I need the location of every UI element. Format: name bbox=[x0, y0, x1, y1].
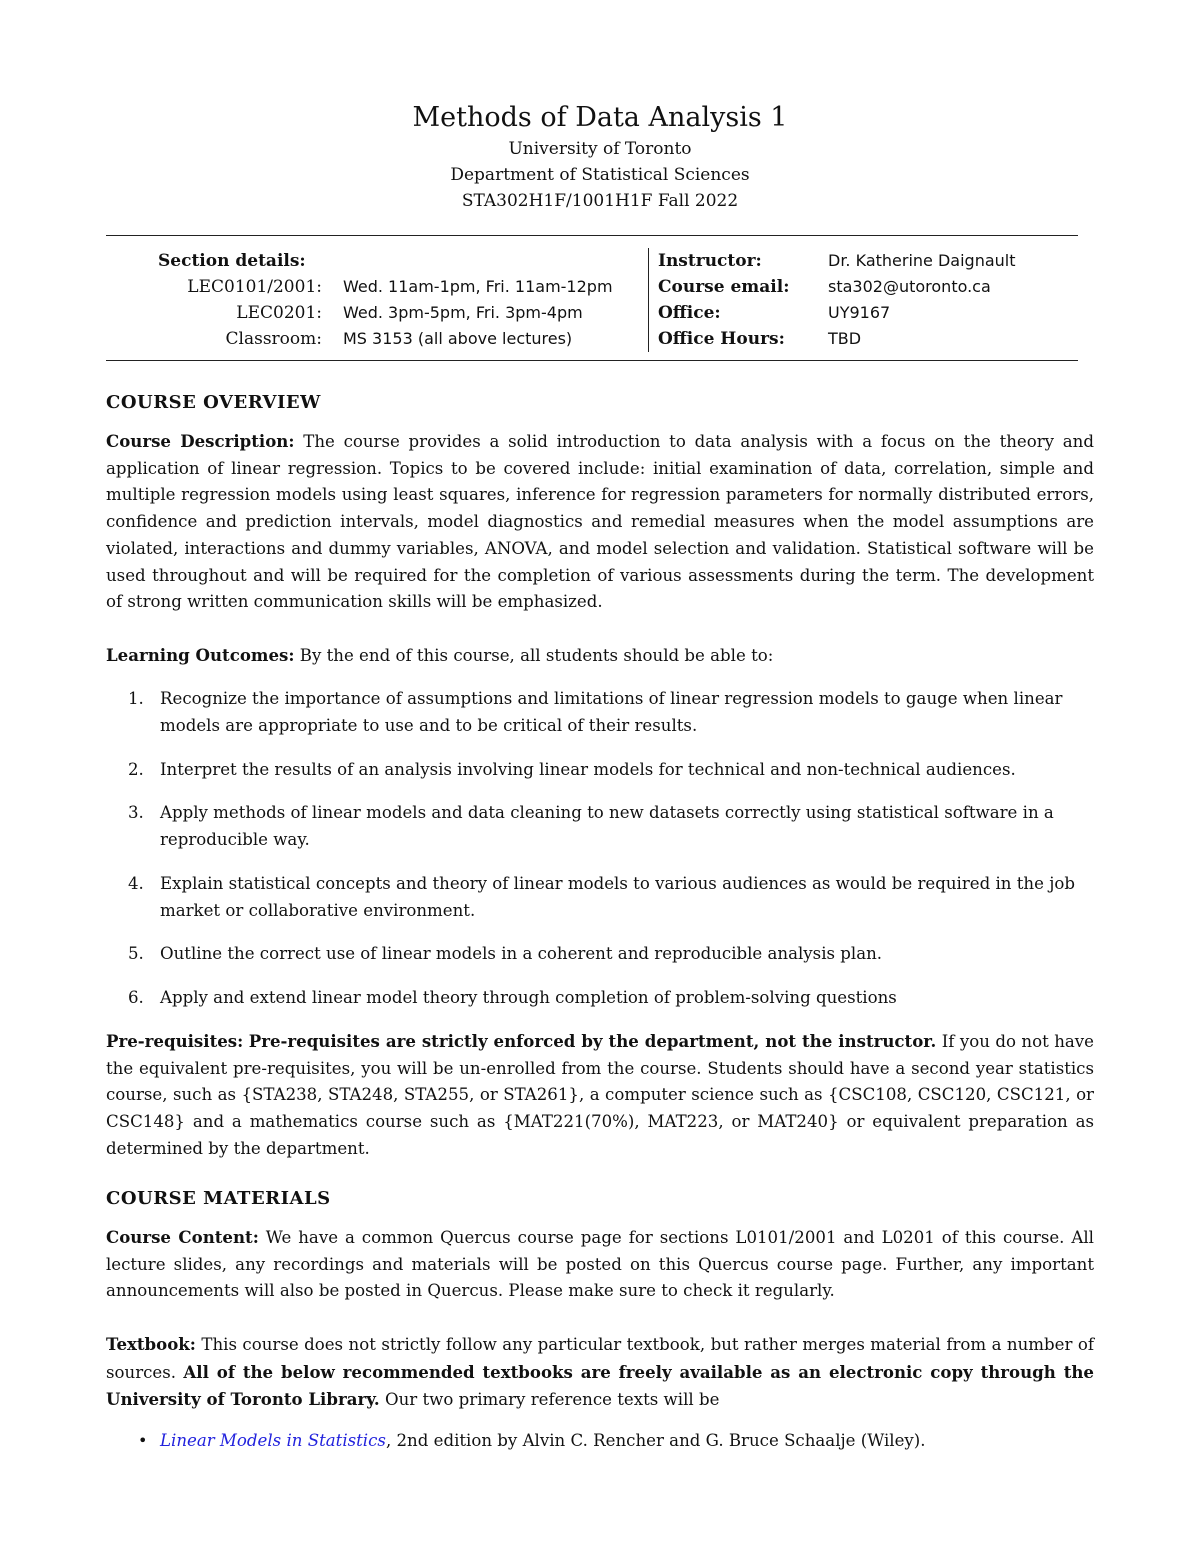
divider-top bbox=[106, 235, 1078, 236]
office-hours-label: Office Hours: bbox=[658, 329, 785, 349]
learning-outcomes-label: Learning Outcomes: bbox=[106, 645, 295, 665]
course-description-text: The course provides a solid introduction to data analysis with a focus on the theory and application of linear regression. Topics to be covered include: initial examination of data, correlation, simple and multiple regression models using least squares, inference for regression parameters for normally distributed errors, confidence and prediction intervals, model diagnostics and remedial measures when the model assumptions are violated, interactions and dummy variables, ANOVA, and model selection and validation. Statistical software will be used throughout and will be required for the completion of various assessments during the term. The development of strong written communication skills will be emphasized. bbox=[106, 432, 1094, 612]
outcome-item: Apply and extend linear model theory through completion of problem-solving questions bbox=[160, 988, 897, 1007]
course-content-label: Course Content: bbox=[106, 1227, 259, 1247]
textbook-after: Our two primary reference texts will be bbox=[385, 1390, 720, 1410]
book-details: , 2nd edition by Alvin C. Rencher and G. Bruce Schaalje (Wiley). bbox=[385, 1431, 926, 1450]
office-value: UY9167 bbox=[828, 303, 891, 322]
textbook-label: Textbook: bbox=[106, 1334, 196, 1354]
overview-heading: COURSE OVERVIEW bbox=[106, 392, 321, 413]
prerequisites bbox=[106, 1028, 1094, 1163]
instructor-value: Dr. Katherine Daignault bbox=[828, 251, 1016, 270]
classroom-value: MS 3153 (all above lectures) bbox=[343, 329, 573, 348]
course-content-text: We have a common Quercus course page for sections L0101/2001 and L0201 of this course. All lecture slides, any recordings and materials will be posted on this Quercus course page. Further, any important announcements will also be posted in Quercus. Please make sure to check it regularly. bbox=[106, 1228, 1094, 1301]
office-hours-value: TBD bbox=[828, 329, 862, 348]
section-time: Wed. 11am-1pm, Fri. 11am-12pm bbox=[343, 277, 613, 296]
textbook-emphasis: All of the below recommended textbooks are freely available as an electronic copy through the University of Toronto Library. bbox=[106, 1361, 1094, 1410]
info-divider bbox=[648, 248, 649, 352]
university-name: University of Toronto bbox=[508, 139, 692, 159]
prerequisites-emphasis: Pre-requisites are strictly enforced by the department, not the instructor. bbox=[248, 1031, 937, 1051]
list-item bbox=[160, 1428, 1094, 1455]
page-title: Methods of Data Analysis 1 bbox=[412, 102, 788, 133]
outcome-item: Recognize the importance of assumptions and limitations of linear regression models to gauge when linear models are appropriate to use and to be critical of their results. bbox=[160, 689, 1063, 735]
prerequisites-label: Pre-requisites: bbox=[106, 1031, 244, 1051]
course-content bbox=[106, 1224, 1094, 1305]
course-code: STA302H1F/1001H1F Fall 2022 bbox=[461, 191, 739, 211]
instructor-label: Instructor: bbox=[658, 251, 762, 271]
email-value[interactable]: sta302@utoronto.ca bbox=[828, 277, 991, 296]
section-details-heading: Section details: bbox=[158, 251, 306, 271]
section-time: Wed. 3pm-5pm, Fri. 3pm-4pm bbox=[343, 303, 583, 322]
list-number: 6. bbox=[128, 988, 144, 1007]
textbook bbox=[106, 1331, 1094, 1414]
textbook-text: This course does not strictly follow any particular textbook, but rather merges material from a number of sources. bbox=[106, 1335, 1095, 1382]
email-label: Course email: bbox=[658, 277, 790, 297]
course-description bbox=[106, 428, 1094, 616]
course-description-label: Course Description: bbox=[106, 431, 295, 451]
department-name: Department of Statistical Sciences bbox=[450, 165, 750, 185]
learning-outcomes-intro: By the end of this course, all students should be able to: bbox=[299, 646, 774, 665]
learning-outcomes bbox=[106, 642, 1094, 670]
outcome-item: Outline the correct use of linear models in a coherent and reproducible analysis plan. bbox=[160, 944, 883, 963]
divider-bottom bbox=[106, 360, 1078, 361]
outcome-item: Interpret the results of an analysis involving linear models for technical and non-technical audiences. bbox=[160, 760, 1016, 779]
book-title-link[interactable]: Linear Models in Statistics bbox=[160, 1431, 386, 1450]
outcome-item: Explain statistical concepts and theory of linear models to various audiences as would be required in the job market or collaborative environment. bbox=[160, 874, 1075, 920]
title-block bbox=[0, 100, 1200, 214]
list-number: 3. bbox=[128, 803, 144, 822]
office-label: Office: bbox=[658, 303, 721, 323]
list-number: 4. bbox=[128, 874, 144, 893]
list-number: 1. bbox=[128, 689, 144, 708]
bullet-icon: • bbox=[138, 1431, 148, 1450]
list-number: 5. bbox=[128, 944, 144, 963]
prerequisites-text: If you do not have the equivalent pre-requisites, you will be un-enrolled from the course. Students should have a second year statistics course, such as {STA238, STA248, STA255, or STA261}, a computer science such as {CSC108, CSC120, CSC121, or CSC148} and a mathematics course such as {MAT221(70%), MAT223, or MAT240} or equivalent preparation as determined by the department. bbox=[106, 1032, 1094, 1158]
section-label: LEC0201: bbox=[236, 303, 322, 323]
materials-heading: COURSE MATERIALS bbox=[106, 1188, 331, 1209]
classroom-label: Classroom: bbox=[225, 329, 322, 349]
list-number: 2. bbox=[128, 760, 144, 779]
section-label: LEC0101/2001: bbox=[187, 277, 322, 297]
outcome-item: Apply methods of linear models and data cleaning to new datasets correctly using statistical software in a reproducible way. bbox=[160, 803, 1054, 849]
